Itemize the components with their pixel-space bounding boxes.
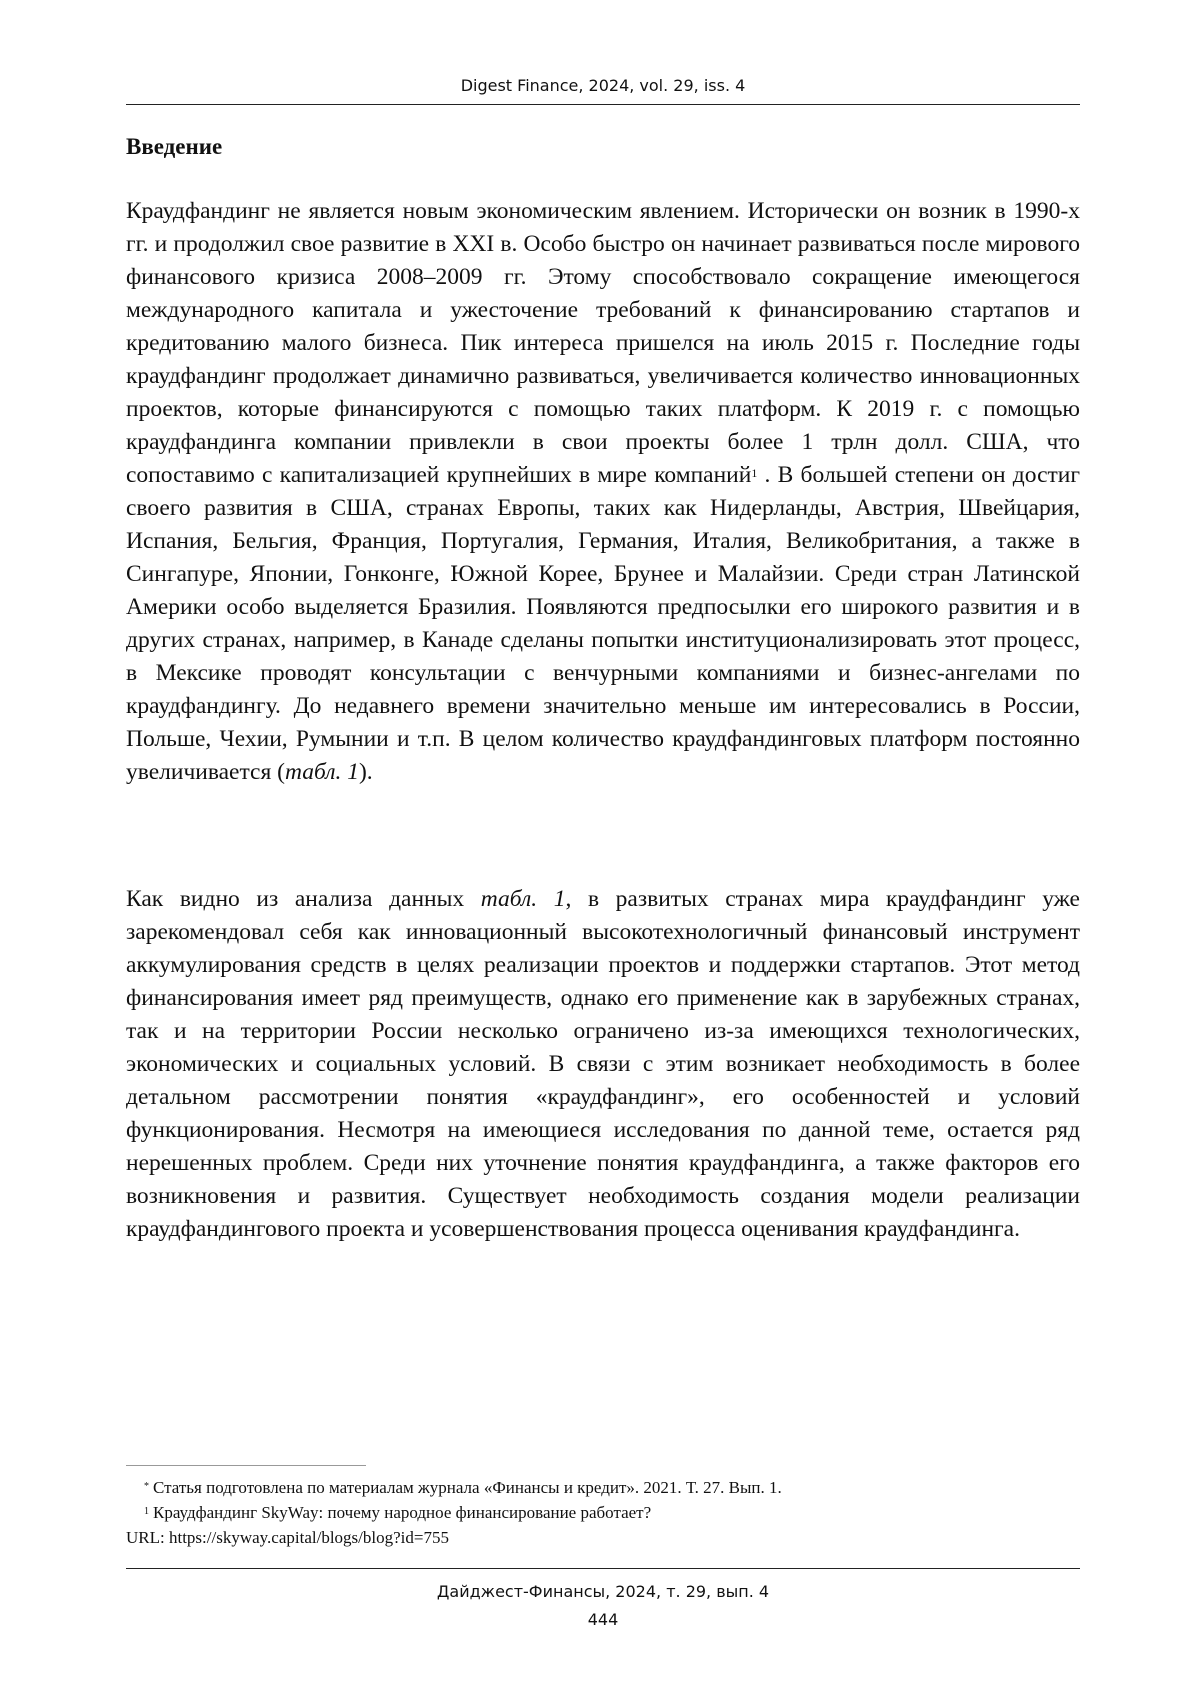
section-title: Введение bbox=[126, 134, 223, 159]
paragraph-2-text-a: Как видно из анализа данных bbox=[126, 886, 481, 912]
paragraph-1-text-a: Краудфандинг не является новым экономическим явлением. Исторически он возник в 1990-х гг. и продолжил свое развитие в XXI в. Особо быстро он начинает развиваться после мирового финансового кризиса 2008–2009 гг. Этому способствовало сокращение имеющегося международного капитала и ужесточение требований к финансированию стартапов и кредитованию малого бизнеса. Пик интереса пришелся на июль 2015 г. Последние годы краудфандинг продолжает динамично развиваться, увеличивается количество инновационных проектов, которые финансируются с помощью таких платформ. К 2019 г. с помощью краудфандинга компании привлекли в свои проекты более 1 трлн долл. США, что сопоставимо с капитализацией крупнейших в мире компаний bbox=[126, 198, 1080, 488]
footer-title: Дайджест-Финансы, 2024, т. 29, вып. 4 bbox=[436, 1582, 770, 1601]
paragraph-1 bbox=[126, 195, 1080, 789]
running-footer bbox=[126, 1578, 1080, 1634]
paragraph-1-text-b: . В большей степени он достиг своего развития в США, странах Европы, таких как Нидерланды, Австрия, Швейцария, Испания, Бельгия, Франция, Португалия, Германия, Италия, Великобритания, а также в Сингапуре, Японии, Гонконге, Южной Корее, Брунее и Малайзии. Среди стран Латинской Америки особо выделяется Бразилия. Появляются предпосылки его широкого развития и в других странах, например, в Канаде сделаны попытки институционализировать этот процесс, в Мексике проводят консультации с венчурными компаниями и бизнес-ангелами по краудфандингу. До недавнего времени значительно меньше им интересовались в России, Польше, Чехии, Румынии и т.п. В целом количество краудфандинговых платформ постоянно увеличивается ( bbox=[126, 462, 1080, 785]
footnote-star-text: Статья подготовлена по материалам журнала «Финансы и кредит». 2021. Т. 27. Вып. 1. bbox=[153, 1478, 782, 1497]
footnotes bbox=[126, 1475, 1080, 1550]
footnote-separator bbox=[126, 1465, 366, 1466]
footer-rule bbox=[126, 1568, 1080, 1569]
footnote-star-mark: * bbox=[144, 1481, 149, 1492]
footnote-1-text: Краудфандинг SkyWay: почему народное финансирование работает? bbox=[153, 1503, 652, 1522]
table-ref: табл. 1 bbox=[284, 759, 359, 785]
footnote-star bbox=[126, 1475, 1080, 1500]
paragraph-1-text-c: ). bbox=[358, 759, 373, 785]
paragraph-2 bbox=[126, 883, 1080, 1246]
footnote-1 bbox=[126, 1500, 1080, 1525]
footnote-1-url: URL: https://skyway.capital/blogs/blog?id=755 bbox=[126, 1528, 449, 1547]
header-rule bbox=[126, 104, 1080, 105]
table-ref: табл. 1 bbox=[480, 886, 566, 912]
running-header: Digest Finance, 2024, vol. 29, iss. 4 bbox=[460, 76, 746, 95]
footnote-ref-1: 1 bbox=[751, 466, 758, 480]
paragraph-2-text-b: , в развитых странах мира краудфандинг уже зарекомендовал себя как инновационный высокотехнологичный финансовый инструмент аккумулирования средств в целях реализации проектов и поддержки стартапов. Этот метод финансирования имеет ряд преимуществ, однако его применение как в зарубежных странах, так и на территории России несколько ограничено из-за имеющихся технологических, экономических и социальных условий. В связи с этим возникает необходимость в более детальном рассмотрении понятия «краудфандинг», его особенностей и условий функционирования. Несмотря на имеющиеся исследования по данной теме, остается ряд нерешенных проблем. Среди них уточнение понятия краудфандинга, а также факторов его возникновения и развития. Существует необходимость создания модели реализации краудфандингового проекта и усовершенствования процесса оценивания краудфандинга. bbox=[126, 886, 1080, 1242]
footnote-1-mark: 1 bbox=[144, 1506, 149, 1517]
page-number: 444 bbox=[587, 1610, 619, 1629]
